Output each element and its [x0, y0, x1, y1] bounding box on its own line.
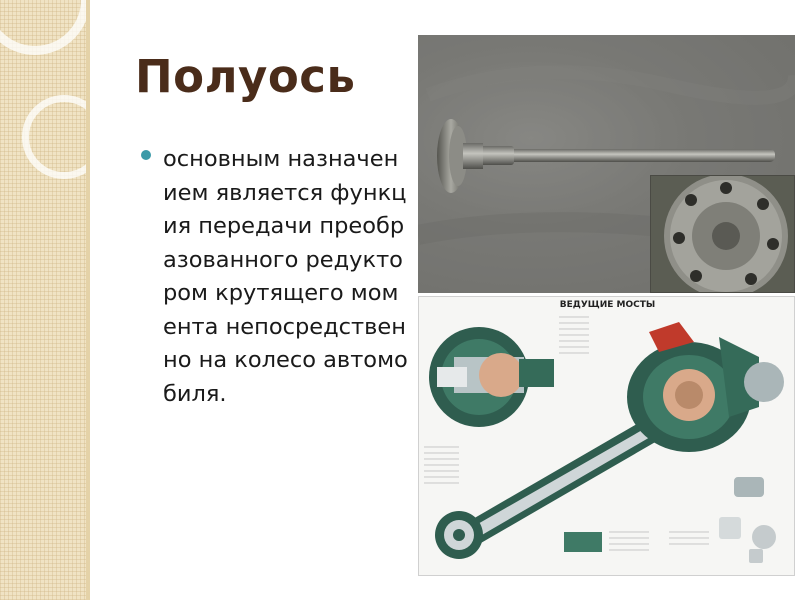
diagram-title: ВЕДУЩИЕ МОСТЫ: [559, 300, 656, 310]
bullet-icon: [141, 150, 151, 160]
left-hub-assembly: [429, 327, 554, 427]
wheel-flange: [435, 511, 483, 559]
decorative-ring: [0, 0, 90, 55]
decorative-ring: [22, 95, 90, 179]
decorative-side-panel: [0, 0, 90, 600]
flange-closeup-photo: [650, 175, 795, 293]
drive-axle-diagram: [418, 296, 795, 576]
slide-title: Полуось: [135, 50, 356, 103]
side-panel-edge: [86, 0, 90, 600]
detail-parts: [564, 477, 776, 563]
drive-axle-illustration: [419, 297, 795, 576]
bullet-text: основным назначением является функция передачи преобразованного редуктором крутящего момента непосредственно на колесо автомобиля.: [163, 146, 408, 407]
bullet-list: [141, 143, 406, 411]
flange-illustration: [651, 176, 795, 293]
